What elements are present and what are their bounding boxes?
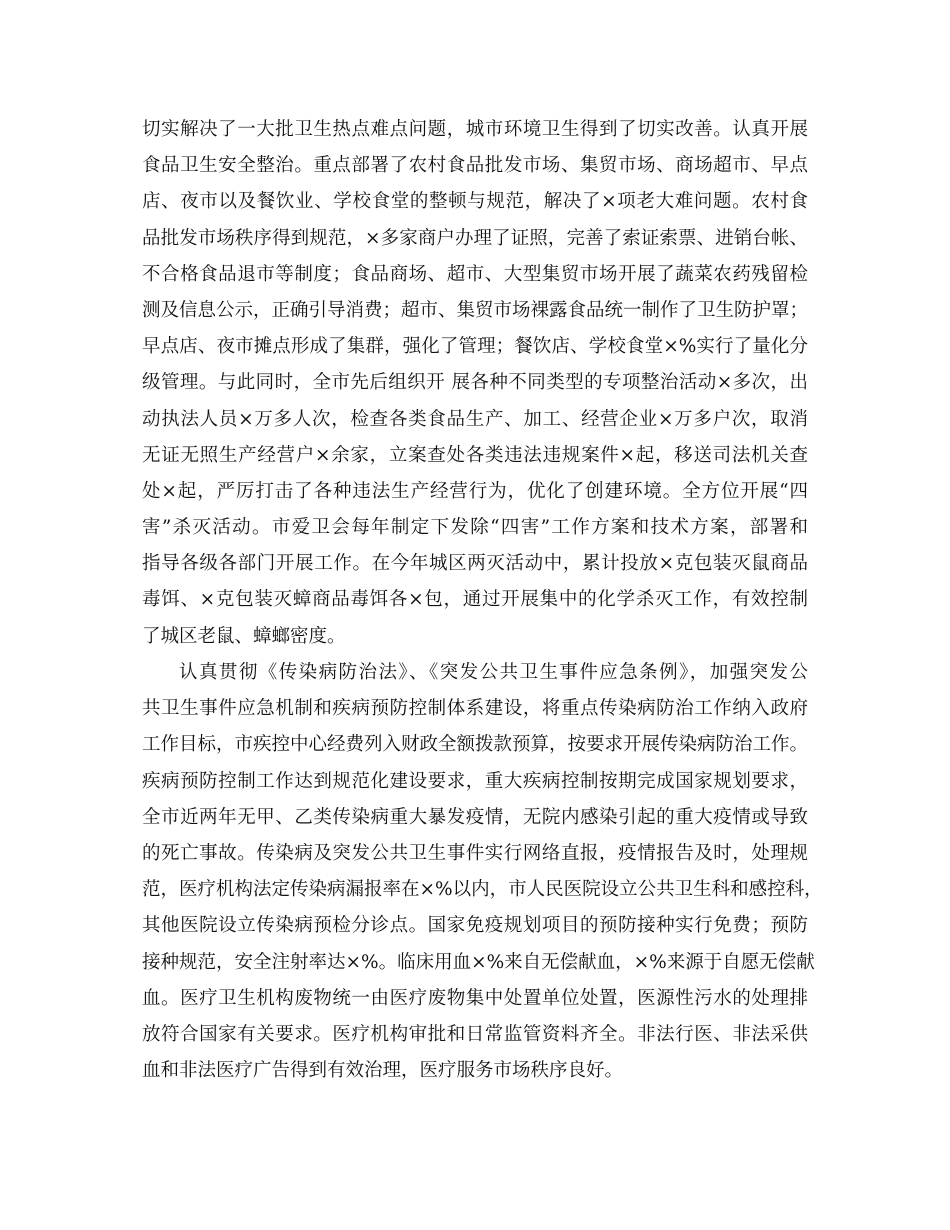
text-line: 级管理。与此同时，全市先后组织开 展各种不同类型的专项整治活动×多次，出 [142,372,808,394]
paragraph-1 [142,112,808,655]
text-line: 接种规范，安全注射率达×%。临床用血×%来自无偿献血，×%来源于自愿无偿献 [142,951,815,973]
text-line: 处×起，严厉打击了各种违法生产经营行为，优化了创建环境。全方位开展“四 [142,480,808,502]
text-line: 不合格食品退市等制度；食品商场、超市、大型集贸市场开展了蔬菜农药残留检 [142,263,808,285]
text-line: 害”杀灭活动。市爱卫会每年制定下发除“四害”工作方案和技术方案，部署和 [142,517,808,539]
text-line: 工作目标，市疾控中心经费列入财政全额拨款预算，按要求开展传染病防治工作。 [142,734,809,756]
text-line: 血。医疗卫生机构废物统一由医疗废物集中处置单位处置，医源性污水的处理排 [142,987,808,1009]
text-line: 共卫生事件应急机制和疾病预防控制体系建设，将重点传染病防治工作纳入政府 [142,698,808,720]
text-line: 范，医疗机构法定传染病漏报率在×%以内，市人民医院设立公共卫生科和感控科， [142,879,823,901]
text-line: 测及信息公示，正确引导消费；超市、集贸市场裸露食品统一制作了卫生防护罩； [142,299,809,321]
text-line: 无证无照生产经营户×余家，立案查处各类违法违规案件×起，移送司法机关查 [142,444,808,466]
text-line: 切实解决了一大批卫生热点难点问题，城市环境卫生得到了切实改善。认真开展 [142,119,808,140]
paragraph-2 [142,655,823,1089]
text-line: 血和非法医疗广告得到有效治理，医疗服务市场秩序良好。 [142,1060,624,1082]
text-line: 品批发市场秩序得到规范，×多家商户办理了证照，完善了索证索票、进销台帐、 [142,227,808,249]
text-line: 指导各级各部门开展工作。在今年城区两灭活动中，累计投放×克包装灭鼠商品 [142,553,808,575]
text-line: 店、夜市以及餐饮业、学校食堂的整顿与规范，解决了×项老大难问题。农村食 [142,191,808,213]
text-line: 食品卫生安全整治。重点部署了农村食品批发市场、集贸市场、商场超市、早点 [142,155,808,177]
text-line: 早点店、夜市摊点形成了集群，强化了管理；餐饮店、学校食堂×%实行了量化分 [142,336,808,358]
text-line: 放符合国家有关要求。医疗机构审批和日常监管资料齐全。非法行医、非法采供 [142,1023,808,1045]
text-line: 全市近两年无甲、乙类传染病重大暴发疫情，无院内感染引起的重大疫情或导致 [142,806,808,828]
text-line: 毒饵、×克包装灭蟑商品毒饵各×包，通过开展集中的化学杀灭工作，有效控制 [142,589,808,611]
text-line: 认真贯彻《传染病防治法》、《突发公共卫生事件应急条例》，加强突发公 [179,662,808,683]
text-line: 了城区老鼠、蟑螂密度。 [142,625,346,647]
text-line: 的死亡事故。传染病及突发公共卫生事件实行网络直报，疫情报告及时，处理规 [142,842,808,864]
text-line: 动执法人员×万多人次，检查各类食品生产、加工、经营企业×万多户次，取消 [142,408,808,430]
text-line: 其他医院设立传染病预检分诊点。国家免疫规划项目的预防接种实行免费；预防 [142,915,808,937]
text-line: 疾病预防控制工作达到规范化建设要求，重大疾病控制按期完成国家规划要求， [142,770,808,792]
